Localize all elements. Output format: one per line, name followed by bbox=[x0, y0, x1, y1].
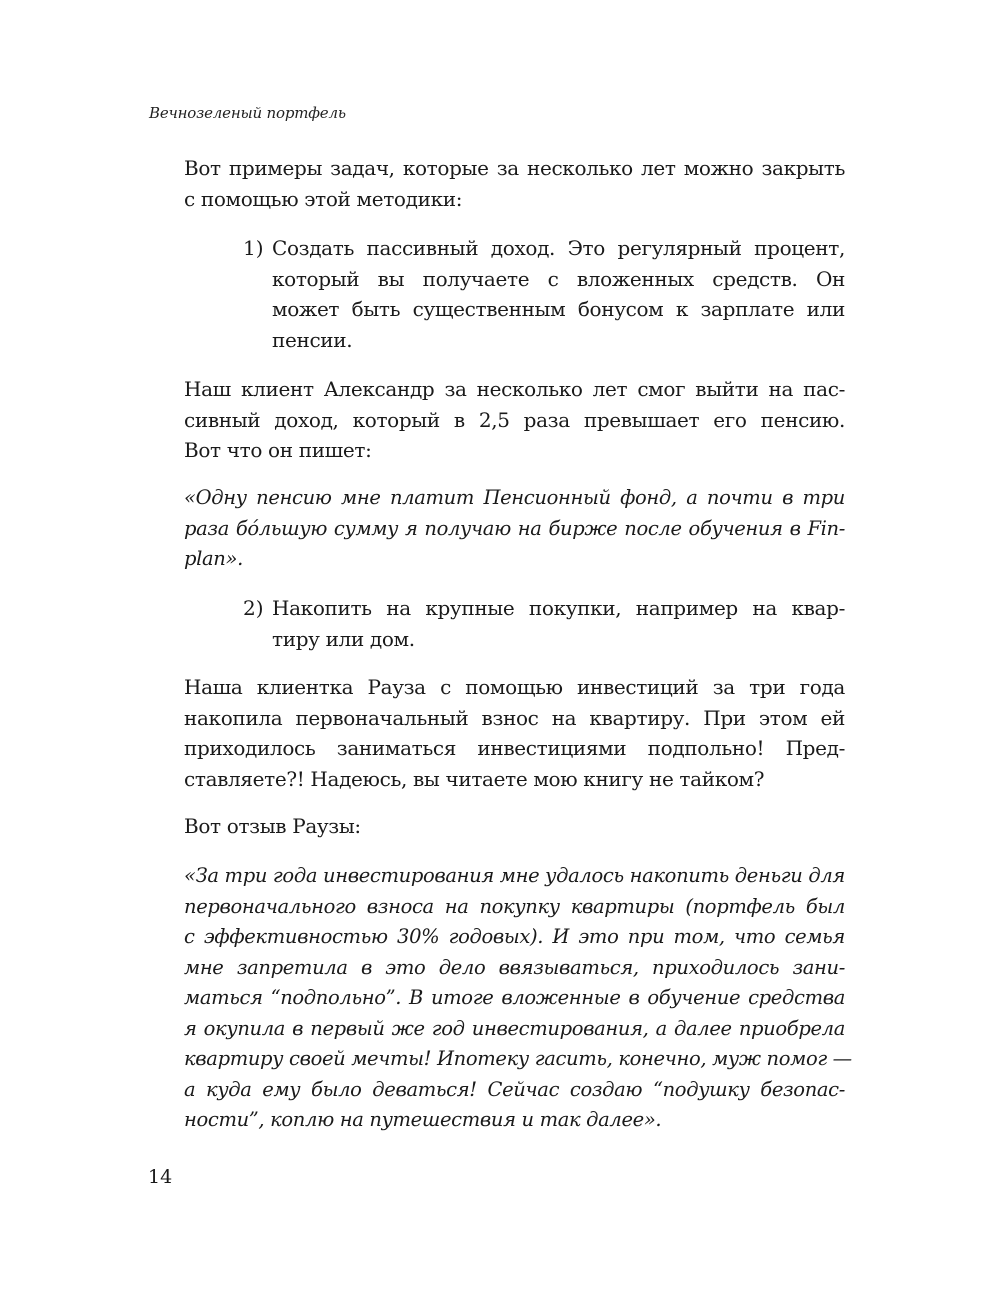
text-line: Накопить на крупные покупки, например на квар- bbox=[272, 596, 845, 620]
review-intro bbox=[184, 811, 845, 842]
text-line: Вот примеры задач, которые за несколько лет можно закрыть bbox=[184, 156, 845, 180]
list-number: 2) bbox=[243, 596, 264, 620]
text-line: Наш клиент Александр за несколько лет смог выйти на пас- bbox=[184, 377, 845, 401]
text-line: может быть существенным бонусом к зарплате или bbox=[272, 297, 845, 321]
text-line: пенсии. bbox=[272, 327, 353, 352]
page-number: 14 bbox=[148, 1166, 173, 1188]
text-line: с помощью этой методики: bbox=[184, 186, 463, 211]
text-line: а куда ему было деваться! Сейчас создаю “подушку безопас- bbox=[184, 1077, 845, 1101]
paragraph-rauza bbox=[184, 672, 845, 794]
text-line: раза бóльшую сумму я получаю на бирже после обучения в Fin- bbox=[184, 516, 845, 540]
text-line: сивный доход, который в 2,5 раза превышает его пенсию. bbox=[184, 407, 845, 432]
text-line: приходилось заниматься инвестициями подпольно! Пред- bbox=[184, 736, 845, 760]
quote-rauza bbox=[184, 861, 852, 1136]
text-line: маться “подпольно”. В итоге вложенные в обучение средства bbox=[184, 986, 845, 1009]
intro-paragraph bbox=[184, 153, 845, 214]
text-line: который вы получаете с вложенных средств. Он bbox=[272, 266, 845, 291]
quote-alexander bbox=[184, 483, 845, 575]
text-line: Наша клиентка Рауза с помощью инвестиций за три года bbox=[184, 675, 845, 699]
text-line: первоначального взноса на покупку квартиры (портфель был bbox=[184, 894, 845, 918]
text-line: Вот что он пишет: bbox=[184, 438, 372, 462]
text-line: ности”, коплю на путешествия и так далее». bbox=[184, 1108, 662, 1131]
running-head: Вечнозеленый портфель bbox=[149, 104, 346, 122]
text-line: ставляете?! Надеюсь, вы читаете мою книгу не тайком? bbox=[184, 766, 765, 791]
text-line: plan». bbox=[184, 547, 243, 570]
text-line: Создать пассивный доход. Это регулярный процент, bbox=[272, 236, 845, 260]
list-number: 1) bbox=[243, 236, 264, 260]
list-item-2 bbox=[243, 593, 845, 654]
paragraph-alexander bbox=[184, 374, 845, 466]
text-line: накопила первоначальный взнос на квартиру. При этом ей bbox=[184, 705, 845, 730]
text-line: Вот отзыв Раузы: bbox=[184, 814, 361, 838]
text-line: «За три года инвестирования мне удалось накопить деньги для bbox=[184, 864, 845, 887]
text-line: с эффективностью 30% годовых). И это при том, что семья bbox=[184, 925, 845, 948]
list-item-1 bbox=[243, 233, 845, 355]
text-line: тиру или дом. bbox=[272, 626, 415, 651]
text-line: квартиру своей мечты! Ипотеку гасить, конечно, муж помог — bbox=[184, 1047, 852, 1070]
text-line: мне запретила в это дело ввязываться, приходилось зани- bbox=[184, 955, 845, 979]
text-line: я окупила в первый же год инвестирования, а далее приобрела bbox=[184, 1016, 845, 1040]
text-line: «Одну пенсию мне платит Пенсионный фонд, а почти в три bbox=[184, 486, 845, 509]
